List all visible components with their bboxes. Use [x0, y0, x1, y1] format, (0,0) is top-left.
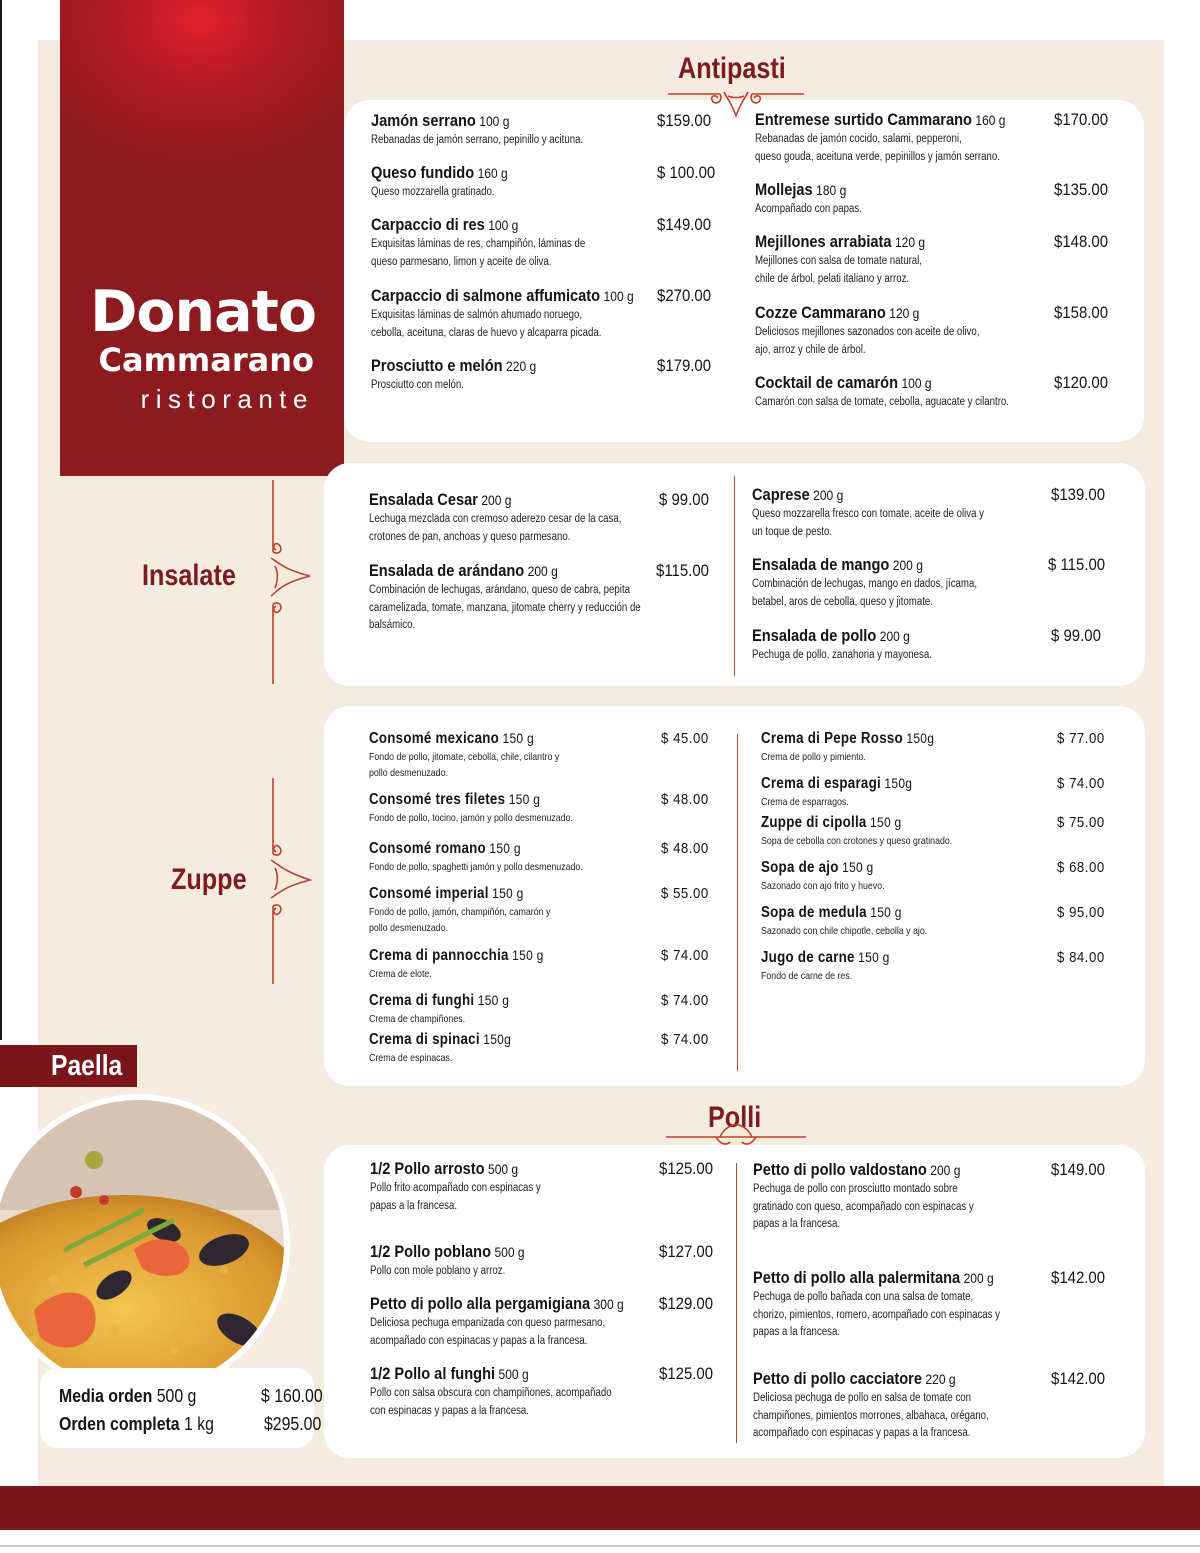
item-price: $ 100.00 [657, 163, 716, 182]
item-description: Pechuga de pollo, zanahoria y mayonesa. [752, 649, 932, 661]
item-price: $129.00 [659, 1294, 714, 1313]
logo-name-cammarano: Cammarano [98, 341, 314, 379]
item-description: Fondo de pollo, tocino, jamón y pollo desmenuzado. [369, 812, 573, 824]
item-description: Fondo de pollo, spaghetti jamón y pollo desmenuzado. [369, 861, 583, 873]
menu-item-cocktail-de-camaron [755, 373, 1135, 412]
menu-item-jugo-de-carne [761, 949, 1131, 984]
item-description: Deliciosa pechuga de pollo en salsa de tomate con champiñones, pimientos morrones, albahaca, orégano, acompañado con espinacas y papas a la francesa. [753, 1392, 989, 1439]
item-price: $142.00 [1051, 1369, 1106, 1388]
item-price: $125.00 [659, 1364, 714, 1383]
footer-bar [0, 1486, 1200, 1530]
item-description: Pollo frito acompañado con espinacas y papas a la francesa. [370, 1182, 541, 1212]
insalate-ornament-icon [266, 480, 314, 684]
item-description: Pechuga de pollo bañada con una salsa de tomate, chorizo, pimientos, romero, acompañado con espinacas y papas a la francesa. [753, 1291, 1000, 1338]
item-name: Cocktail de camarón 100 g [755, 373, 932, 392]
item-name: Crema di pannocchia 150 g [369, 947, 544, 964]
menu-item-caprese [752, 485, 1132, 541]
item-name: Ensalada de arándano 200 g [369, 561, 558, 580]
menu-item-consome-mexicano [369, 730, 729, 781]
menu-item-jamon-serrano [371, 111, 731, 150]
item-name: Crema di funghi 150 g [369, 992, 510, 1009]
item-description: Acompañado con papas. [755, 203, 862, 215]
item-price: $149.00 [657, 215, 712, 234]
item-description: Crema de elote. [369, 968, 432, 980]
paella-prices-box: Media orden 500 g $ 160.00 Orden completa 1 kg $295.00 [40, 1368, 314, 1448]
item-price: $139.00 [1051, 485, 1106, 504]
menu-item-ensalada-cesar [369, 490, 729, 546]
item-name: Petto di pollo cacciatore 220 g [753, 1369, 956, 1388]
item-name: Cozze Cammarano 120 g [755, 303, 920, 322]
item-price: $ 74.00 [1057, 775, 1105, 792]
menu-item-pollo-arrosto [370, 1159, 730, 1215]
item-name: Caprese 200 g [752, 485, 844, 504]
item-price: $120.00 [1054, 373, 1109, 392]
item-price: $ 68.00 [1057, 859, 1105, 876]
menu-item-mejillones-arrabiata [755, 232, 1135, 288]
item-name: Zuppe di cipolla 150 g [761, 814, 902, 831]
item-price: $ 99.00 [1051, 626, 1101, 645]
menu-item-petto-cacciatore [753, 1369, 1133, 1443]
page-edge-rule [0, 0, 2, 1040]
item-description: Sazonado con ajo frito y huevo. [761, 880, 885, 892]
item-name: Entremese surtido Cammarano 160 g [755, 110, 1006, 129]
paella-photo-icon [0, 1094, 290, 1396]
menu-item-carpaccio-di-res [371, 215, 731, 271]
item-price: $159.00 [657, 111, 712, 130]
item-price: $ 74.00 [661, 992, 709, 1009]
item-description: Crema de esparragos. [761, 796, 849, 808]
menu-item-crema-di-pepe-rosso [761, 730, 1131, 765]
menu-item-crema-di-funghi [369, 992, 729, 1027]
menu-item-crema-di-spinaci [369, 1031, 729, 1066]
item-name: Queso fundido 160 g [371, 163, 508, 182]
item-description: Crema de champiñones. [369, 1013, 466, 1025]
item-name: Crema di esparagi 150g [761, 775, 913, 792]
item-name: Jugo de carne 150 g [761, 949, 890, 966]
item-description: Pollo con mole poblano y arroz. [370, 1265, 506, 1277]
item-name: Prosciutto e melón 220 g [371, 356, 537, 375]
menu-item-ensalada-de-arandano [369, 561, 729, 635]
item-description: Exquisitas láminas de salmón ahumado noruego, cebolla, aceituna, claras de huevo y alcaparra picada. [371, 309, 602, 339]
menu-item-mollejas [755, 180, 1135, 219]
item-description: Combinación de lechugas, mango en dados, jícama, betabel, aros de cebolla, queso y jitomate. [752, 578, 978, 608]
item-price: $ 74.00 [661, 1031, 709, 1048]
item-description: Queso mozzarella fresco con tomate, aceite de oliva y un toque de pesto. [752, 508, 984, 538]
menu-item-cozze-cammarano [755, 303, 1135, 359]
item-description: Pechuga de pollo con prosciutto montado sobre gratinado con queso, acompañado con espinacas y papas a la francesa. [753, 1183, 974, 1230]
item-price: $ 115.00 [1048, 555, 1106, 574]
item-price: $158.00 [1054, 303, 1109, 322]
menu-item-queso-fundido [371, 163, 731, 202]
menu-item-carpaccio-di-salmone [371, 286, 731, 342]
item-name: Consomé tres filetes 150 g [369, 791, 541, 808]
menu-item-crema-di-esparagi [761, 775, 1131, 810]
item-price: $ 45.00 [661, 730, 709, 747]
menu-item-entremese-surtido [755, 110, 1135, 166]
menu-item-consome-romano [369, 840, 729, 875]
menu-item-petto-pergamigiana [370, 1294, 730, 1350]
zuppe-column-divider [737, 734, 738, 1071]
item-description: Rebanadas de jamón cocido, salami, pepperoni, queso gouda, aceituna verde, pepinillos y jamón serrano. [755, 133, 1000, 163]
item-description: Mejillones con salsa de tomate natural, chile de árbol, pelati italiano y arroz. [755, 255, 923, 285]
menu-item-pollo-poblano [370, 1242, 730, 1281]
item-price: $135.00 [1054, 180, 1109, 199]
zuppe-ornament-icon [266, 778, 314, 984]
item-price: $ 99.00 [659, 490, 709, 509]
item-description: Camarón con salsa de tomate, cebolla, aguacate y cilantro. [755, 396, 1009, 408]
item-description: Crema de espinacas. [369, 1052, 453, 1064]
item-description: Crema de pollo y pimiento. [761, 751, 866, 763]
item-name: Petto di pollo alla palermitana 200 g [753, 1268, 994, 1287]
item-price: $125.00 [659, 1159, 714, 1178]
item-name: Crema di Pepe Rosso 150g [761, 730, 935, 747]
item-name: Ensalada de pollo 200 g [752, 626, 910, 645]
menu-item-pollo-al-funghi [370, 1364, 730, 1420]
item-name: Sopa de ajo 150 g [761, 859, 874, 876]
item-price: $ 75.00 [1057, 814, 1105, 831]
item-name: Crema di spinaci 150g [369, 1031, 512, 1048]
menu-item-prosciutto-e-melon [371, 356, 731, 395]
item-price: $ 48.00 [661, 840, 709, 857]
item-description: Rebanadas de jamón serrano, pepinillo y acituna. [371, 134, 584, 146]
item-name: Mollejas 180 g [755, 180, 847, 199]
item-name: Carpaccio di res 100 g [371, 215, 519, 234]
polli-column-divider [736, 1163, 737, 1443]
polli-ornament-icon [666, 1124, 806, 1154]
paella-label: Paella [0, 1045, 137, 1087]
section-title-insalate: Insalate [142, 559, 236, 592]
menu-item-zuppe-di-cipolla [761, 814, 1131, 849]
footer-rule [0, 1545, 1200, 1547]
item-description: Fondo de pollo, jitomate, cebolla, chile, cilantro y pollo desmenuzado. [369, 751, 560, 779]
item-price: $148.00 [1054, 232, 1109, 251]
item-price: $ 55.00 [661, 885, 709, 902]
menu-item-ensalada-de-mango [752, 555, 1132, 611]
item-price: $142.00 [1051, 1268, 1106, 1287]
item-name: Petto di pollo valdostano 200 g [753, 1160, 961, 1179]
item-name: 1/2 Pollo poblano 500 g [370, 1242, 525, 1261]
menu-item-petto-valdostano [753, 1160, 1133, 1234]
section-title-zuppe: Zuppe [171, 863, 247, 896]
item-name: Sopa de medula 150 g [761, 904, 902, 921]
item-price: $170.00 [1054, 110, 1109, 129]
insalate-column-divider [734, 476, 735, 676]
menu-item-sopa-de-ajo [761, 859, 1131, 894]
menu-item-consome-imperial [369, 885, 729, 936]
item-name: Consomé romano 150 g [369, 840, 521, 857]
item-name: Jamón serrano 100 g [371, 111, 510, 130]
item-price: $179.00 [657, 356, 712, 375]
item-name: Carpaccio di salmone affumicato 100 g [371, 286, 634, 305]
item-description: Sazonado con chile chipotle, cebolla y ajo. [761, 925, 928, 937]
item-description: Fondo de pollo, jamón, champiñón, camarón y pollo desmenuzado. [369, 906, 551, 934]
item-name: Mejillones arrabiata 120 g [755, 232, 926, 251]
item-description: Queso mozzarella gratinado. [371, 186, 495, 198]
section-title-antipasti: Antipasti [678, 52, 786, 85]
item-description: Pollo con salsa obscura con champiñones, acompañado con espinacas y papas a la francesa. [370, 1387, 612, 1417]
menu-item-consome-tres-filetes [369, 791, 729, 826]
item-name: Consomé imperial 150 g [369, 885, 524, 902]
item-name: Petto di pollo alla pergamigiana 300 g [370, 1294, 624, 1313]
item-description: Combinación de lechugas, arándano, queso de cabra, pepita caramelizada, tomate, manzana, jitomate cherry y reducción de balsámico. [369, 584, 641, 631]
item-price: $127.00 [659, 1242, 714, 1261]
item-price: $115.00 [656, 561, 709, 580]
item-description: Sopa de cebolla con crotones y queso gratinado. [761, 835, 953, 847]
item-description: Deliciosa pechuga empanizada con queso parmesano, acompañado con espinacas y papas a la francesa. [370, 1317, 606, 1347]
item-description: Fondo de carne de res. [761, 970, 853, 982]
item-price: $ 77.00 [1057, 730, 1105, 747]
item-price: $270.00 [657, 286, 712, 305]
item-description: Deliciosos mejillones sazonados con aceite de olivo, ajo, arroz y chile de árbol. [755, 326, 980, 356]
item-description: Lechuga mezclada con cremoso aderezo cesar de la casa, crotones de pan, anchoas y queso parmesano. [369, 513, 622, 543]
menu-item-ensalada-de-pollo [752, 626, 1132, 665]
menu-item-petto-palermitana [753, 1268, 1133, 1342]
logo-tagline: ristorante [140, 384, 314, 414]
restaurant-logo [60, 0, 344, 476]
item-name: Ensalada de mango 200 g [752, 555, 923, 574]
item-name: 1/2 Pollo arrosto 500 g [370, 1159, 519, 1178]
item-price: $ 48.00 [661, 791, 709, 808]
menu-item-sopa-de-medula [761, 904, 1131, 939]
item-price: $149.00 [1051, 1160, 1106, 1179]
item-price: $ 84.00 [1057, 949, 1105, 966]
logo-name-donato: Donato [90, 279, 316, 345]
item-name: Ensalada Cesar 200 g [369, 490, 512, 509]
item-description: Prosciutto con melón. [371, 379, 464, 391]
menu-item-crema-di-pannocchia [369, 947, 729, 982]
item-name: 1/2 Pollo al funghi 500 g [370, 1364, 529, 1383]
item-price: $ 74.00 [661, 947, 709, 964]
section-title-polli: Polli [708, 1101, 762, 1134]
item-price: $ 95.00 [1057, 904, 1105, 921]
item-description: Exquisitas láminas de res, champiñón, láminas de queso parmesano, limon y aceite de oliva. [371, 238, 586, 268]
item-name: Consomé mexicano 150 g [369, 730, 534, 747]
